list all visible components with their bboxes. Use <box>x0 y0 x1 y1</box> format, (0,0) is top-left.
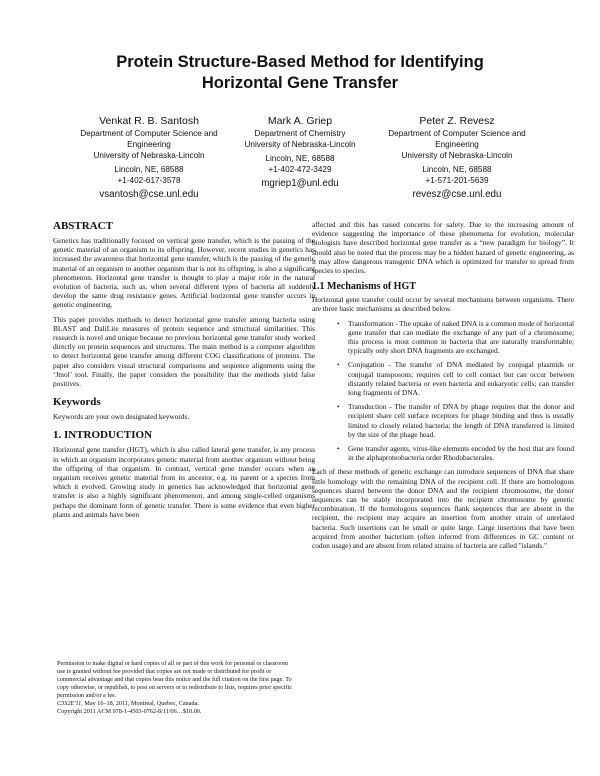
list-item: • Conjugation - The transfer of DNA mediated by conjugal plasmids or conjugal transposons; requires cell to cell contact but can occur between distantly related bacteria or even bacteria and eukaryotic cells; can transfer long fragments of DNA. <box>348 360 574 397</box>
author-address: Lincoln, NE, 68588 <box>114 165 184 174</box>
conference-line <box>57 700 293 708</box>
title-line-1: Protein Structure-Based Method for Identifying <box>116 53 484 71</box>
keywords-heading: Keywords <box>53 396 101 409</box>
author-affiliation-line: University of Nebraska-Lincoln <box>244 140 356 149</box>
list-item: • Transduction - The transfer of DNA by phage requires that the donor and recipient share cell surface receptors for phage binding and thus is usually limited to closely related bacteria; the length of DNA transferred is limited by the size of the phage head. <box>348 402 574 439</box>
author-name: Mark A. Griep <box>267 115 333 127</box>
title-line-2: Horizontal Gene Transfer <box>201 74 399 92</box>
abstract-paragraph-2: This paper provides methods to detect horizontal gene transfer among bacteria using BLAST and DaliLite measures of protein sequence and structural similarities. This research is novel and unique because no previous horizontal gene transfer study worked directly on protein sequences and structures. The main method is a computer algorithm to detect horizontal gene transfer among different COG classifications of proteins. The paper also considers visual structural comparisons and sequence alignments using the ‘Jmol’ tool. Finally, the paper considers the possibility that the methods yield false positives. <box>53 314 315 389</box>
author-phone: +1-571-201-5639 <box>425 176 489 185</box>
copyright-line: Copyright 2011 ACM 978-1-4503-0762-8/11/06…$10.00. <box>57 708 202 715</box>
mechanisms-heading: 1.1 Mechanisms of HGT <box>312 281 416 293</box>
author-affiliation-line: University of Nebraska-Lincoln <box>93 151 205 160</box>
author-address: Lincoln, NE, 68588 <box>265 154 335 163</box>
permission-text: Permission to make digital or hard copies of all or part of this work for personal or classroom use is granted without fee provided that copies are not made or distributed for profit or commercial advantage and that copies bear this notice and the full citation on the first page. To copy otherwise, or republish, to post on servers or to redistribute to lists, requires prior specific permission and/or a fee. <box>57 660 293 699</box>
author-affiliation-line: Engineering <box>127 140 171 149</box>
author-block-2 <box>225 114 375 189</box>
author-address: Lincoln, NE, 68588 <box>422 165 492 174</box>
introduction-paragraph: Horizontal gene transfer (HGT), which is also called lateral gene transfer, is any process in which an organism incorporates genetic material from another organism without being the offspring of that organism. In contrast, vertical gene transfer occurs when an organism receives genetic material from its ancestor, e.g. its parent or a species from which it evolved. Growing study in genetics has acknowledged that horizontal gene transfer is also a highly significant phenomenon, and among single-celled organisms perhaps the dominant form of genetic transfer. There is some evidence that even higher plants and animals have been <box>53 445 315 519</box>
author-name: Peter Z. Revesz <box>419 115 495 127</box>
mechanisms-list <box>312 319 574 463</box>
conference-details: May 16–18, 2011, Montreal, Quebec, Canada. <box>82 700 199 707</box>
keywords-text: Keywords are your own designated keywords. <box>53 412 190 422</box>
conference-name: C3S2E'11, <box>57 700 83 707</box>
author-name: Venkat R. B. Santosh <box>99 115 199 127</box>
author-affiliation-line: Department of Computer Science and <box>388 129 526 138</box>
mechanisms-intro: Horizontal gene transfer could occur by several mechanisms between organisms. There are three basic mechanisms as described below. <box>312 295 574 314</box>
left-column <box>53 220 315 524</box>
author-email[interactable]: vsantosh@cse.unl.edu <box>99 189 199 200</box>
author-affiliation-line: Department of Chemistry <box>254 129 346 138</box>
author-phone: +1-402-472-3429 <box>268 165 332 174</box>
author-email[interactable]: revesz@cse.unl.edu <box>412 189 502 200</box>
abstract-heading: ABSTRACT <box>53 220 113 232</box>
introduction-continued: affected and this has raised concerns for safety. Due to the increasing amount of evidence suggesting the importance of these phenomena for evolution, molecular biologists have described horizontal gene transfer as a “new paradigm for biology”. It should also be noted that the process may be a hidden hazard of genetic engineering, as it may allow dangerous transgenic DNA which is optimized for transfer to spread from species to species. <box>312 220 574 276</box>
mechanisms-paragraph: Each of these methods of genetic exchange can introduce sequences of DNA that share little homology with the remaining DNA of the recipient cell. If there are homologous sequences shared between the donor DNA and the recipient chromosome, the donor sequences can be stably incorporated into the recipient chromosome by genetic recombination. If the homologous sequences flank sequences that are absent in the recipient, the recipient may acquire an insertion from another strain of unrelated bacteria. Such insertions can be small or quite large. Large insertions that have been acquired from another bacterium (often inferred from differences in GC content or codon usage) and are absent from related strains of bacteria are called "islands." <box>312 467 574 551</box>
copyright-notice <box>57 660 293 716</box>
right-column <box>312 220 574 555</box>
author-email[interactable]: mgriep1@unl.edu <box>261 178 339 189</box>
abstract-paragraph-1: Genetics has traditionally focused on vertical gene transfer, which is the passing of the genetic material of an organism to its offspring. However, recent studies in genetics has increased the awareness that horizontal gene transfer, which is the passing of the genetic material of an organism to another organism that is not its offspring, is also a significant phenomenon. Horizontal gene transfer is thought to play a major role in the natural evolution of bacteria, such as, when several different types of bacteria all suddenly develop the same drug resistance genes. Artificial horizontal gene transfer occurs in genetic engineering. <box>53 236 315 310</box>
author-block-1 <box>64 114 234 200</box>
author-affiliation-line: University of Nebraska-Lincoln <box>401 151 513 160</box>
list-item: • Transformation - The uptake of naked DNA is a common mode of horizontal gene transfer that can mediate the exchange of any part of a chromosome; this process is most common in bacteria that are naturally transformable; typically only short DNA fragments are exchanged. <box>348 319 574 356</box>
introduction-heading: 1. INTRODUCTION <box>53 429 153 442</box>
author-phone: +1-402-617-3578 <box>117 176 181 185</box>
author-block-3 <box>372 114 542 200</box>
author-affiliation-line: Department of Computer Science and <box>80 129 218 138</box>
author-affiliation-line: Engineering <box>435 140 479 149</box>
list-item: • Gene transfer agents, virus-like elements encoded by the host that are found in the alphaproteobacteria order Rhodobacterales. <box>348 444 574 462</box>
paper-title <box>60 52 540 94</box>
